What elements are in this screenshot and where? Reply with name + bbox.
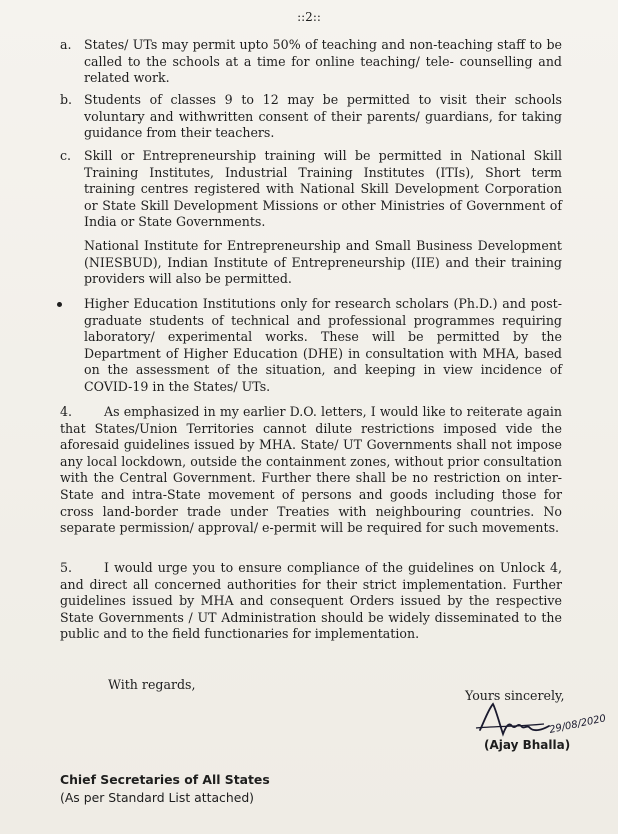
list-item-text: States/ UTs may permit upto 50% of teaching and non-teaching staff to be called to the schools at a time for online teaching/ tele- counselling and related work. bbox=[84, 37, 562, 86]
list-item-label: a. bbox=[60, 37, 72, 52]
addressee-title: Chief Secretaries of All States bbox=[60, 772, 270, 787]
paragraph-number: 5. bbox=[60, 560, 73, 575]
list-item-label: c. bbox=[60, 148, 72, 163]
list-item-c-continuation: National Institute for Entrepreneurship and Small Business Development (NIESBUD), Indian Institute of Entrepreneurship (IIE) and their training providers will also be permitted. bbox=[84, 238, 562, 287]
list-item-text: Skill or Entrepreneurship training will be permitted in National Skill Training Institutes, Industrial Training Institutes (ITIs), Short term training centres registered with National Skill Development Corporation or State Skill Development Missions or other Ministries of Government of India or State Governments. bbox=[84, 148, 562, 230]
list-item-a bbox=[60, 37, 562, 87]
list-item-c bbox=[60, 148, 562, 231]
paragraph-4 bbox=[60, 404, 562, 537]
paragraph-number: 4. bbox=[60, 404, 73, 419]
bullet-dot bbox=[57, 302, 62, 307]
signatory-name: (Ajay Bhalla) bbox=[484, 738, 571, 752]
page-number: ::2:: bbox=[297, 10, 321, 24]
list-item-b bbox=[60, 92, 562, 142]
list-item-text: Students of classes 9 to 12 may be permitted to visit their schools voluntary and withwritten consent of their parents/ guardians, for taking guidance from their teachers. bbox=[84, 92, 562, 141]
paragraph-5 bbox=[60, 560, 562, 643]
handwritten-signature bbox=[474, 700, 618, 742]
list-item-label: b. bbox=[60, 92, 73, 107]
closing-regards: With regards, bbox=[108, 677, 196, 692]
bullet-item bbox=[84, 296, 562, 396]
paragraph-text: I would urge you to ensure compliance of the guidelines on Unlock 4, and direct all concerned authorities for their strict implementation. Further guidelines issued by MHA and consequent Orders issued by the respective State Governments / UT Administration should be widely disseminated to the public and to the field functionaries for implementation. bbox=[60, 560, 562, 642]
addressee-note: (As per Standard List attached) bbox=[60, 790, 255, 805]
closing-yours-sincerely: Yours sincerely, bbox=[465, 688, 565, 703]
signature-date: 29/08/2020 bbox=[548, 713, 608, 736]
paragraph-text: As emphasized in my earlier D.O. letters, I would like to reiterate again that States/Union Territories cannot dilute restrictions imposed vide the aforesaid guidelines issued by MHA. State/ UT Governments shall not impose any local lockdown, outside the containment zones, without prior consultation with the Central Government. Further there shall be no restriction on inter-State and intra-State movement of persons and goods including those for cross land-border trade under Treaties with neighbouring countries. No separate permission/ approval/ e-permit will be required for such movements. bbox=[60, 404, 562, 536]
bullet-text: Higher Education Institutions only for research scholars (Ph.D.) and post-graduate students of technical and professional programmes requiring laboratory/ experimental works. These will be permitted by the Department of Higher Education (DHE) in consultation with MHA, based on the assessment of the situation, and keeping in view incidence of COVID-19 in the States/ UTs. bbox=[84, 296, 562, 394]
